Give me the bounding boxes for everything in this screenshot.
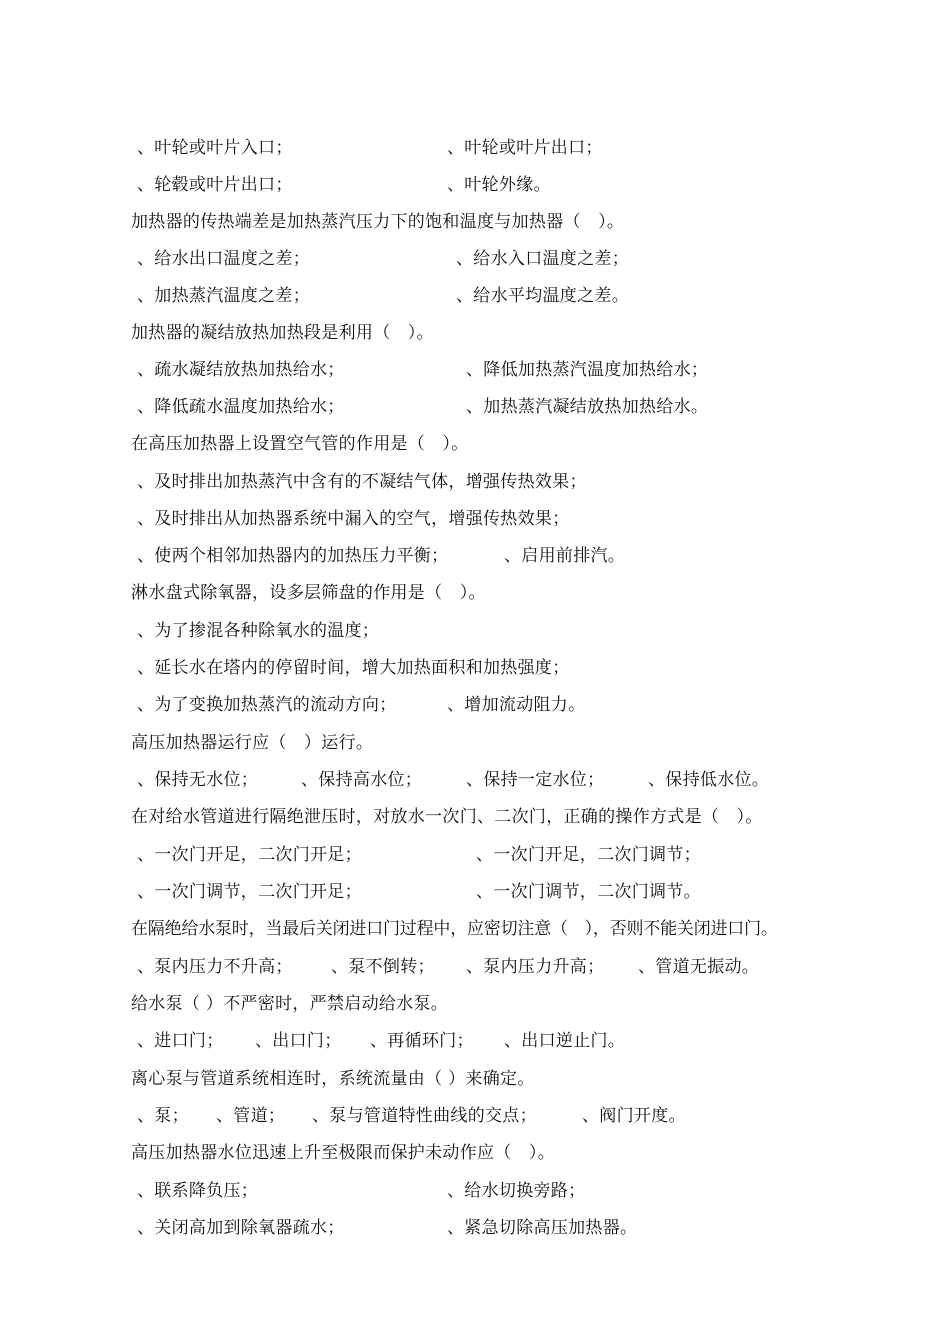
option-c: 、为了变换加热蒸汽的流动方向； xyxy=(137,695,397,715)
option-a: 、为了掺混各种除氧水的温度； xyxy=(137,621,380,641)
question-text: 在隔绝给水泵时，当最后关闭进口门过程中，应密切注意（ ），否则不能关闭进口门。 xyxy=(131,919,778,939)
option-c: 、轮毂或叶片出口； xyxy=(137,175,293,195)
question-text: 淋水盘式除氧器，设多层筛盘的作用是（ ）。 xyxy=(131,583,486,603)
option-a: 、给水出口温度之差； xyxy=(137,249,310,269)
option-d: 、叶轮外缘。 xyxy=(447,175,551,195)
option-c: 、一次门调节，二次门开足； xyxy=(137,882,362,902)
option-b: 、给水入口温度之差； xyxy=(456,249,629,269)
option-b: 、及时排出从加热器系统中漏入的空气，增强传热效果； xyxy=(137,509,570,529)
question-text: 给水泵（ ）不严密时，严禁启动给水泵。 xyxy=(131,994,449,1014)
option-a: 、进口门； xyxy=(137,1031,224,1051)
question-text: 离心泵与管道系统相连时，系统流量由（ ）来确定。 xyxy=(131,1069,535,1089)
option-a: 、叶轮或叶片入口； xyxy=(137,138,293,158)
option-b: 、叶轮或叶片出口； xyxy=(447,138,603,158)
option-b: 、泵不倒转； xyxy=(331,957,435,977)
option-d: 、管道无振动。 xyxy=(638,957,760,977)
option-a: 、一次门开足，二次门开足； xyxy=(137,845,362,865)
option-d: 、启用前排汽。 xyxy=(504,546,626,566)
option-a: 、保持无水位； xyxy=(137,770,259,790)
option-c: 、关闭高加到除氧器疏水； xyxy=(137,1218,345,1238)
option-b: 、一次门开足，二次门调节； xyxy=(476,845,701,865)
option-c: 、加热蒸汽温度之差； xyxy=(137,286,310,306)
option-b: 、给水切换旁路； xyxy=(447,1181,586,1201)
question-text: 在对给水管道进行隔绝泄压时，对放水一次门、二次门，正确的操作方式是（ ）。 xyxy=(131,807,763,827)
option-a: 、及时排出加热蒸汽中含有的不凝结气体，增强传热效果； xyxy=(137,472,587,492)
question-text: 加热器的凝结放热加热段是利用（ ）。 xyxy=(131,323,434,343)
option-d: 、阀门开度。 xyxy=(582,1106,686,1126)
option-d: 、给水平均温度之差。 xyxy=(456,286,629,306)
option-a: 、泵； xyxy=(137,1106,189,1126)
option-d: 、出口逆止门。 xyxy=(504,1031,626,1051)
option-d: 、保持低水位。 xyxy=(648,770,770,790)
option-d: 、加热蒸汽凝结放热加热给水。 xyxy=(466,397,709,417)
option-b: 、延长水在塔内的停留时间，增大加热面积和加热强度； xyxy=(137,658,570,678)
question-text: 高压加热器运行应（ ）运行。 xyxy=(131,733,374,753)
option-d: 、增加流动阻力。 xyxy=(447,695,586,715)
option-b: 、降低加热蒸汽温度加热给水； xyxy=(466,360,709,380)
option-c: 、使两个相邻加热器内的加热压力平衡； xyxy=(137,546,449,566)
option-c: 、保持一定水位； xyxy=(466,770,605,790)
question-text: 加热器的传热端差是加热蒸汽压力下的饱和温度与加热器（ ）。 xyxy=(131,212,625,232)
option-a: 、联系降负压； xyxy=(137,1181,259,1201)
question-text: 高压加热器水位迅速上升至极限而保护未动作应（ ）。 xyxy=(131,1143,555,1163)
option-b: 、保持高水位； xyxy=(301,770,423,790)
option-a: 、疏水凝结放热加热给水； xyxy=(137,360,345,380)
option-c: 、再循环门； xyxy=(370,1031,474,1051)
option-b: 、出口门； xyxy=(255,1031,342,1051)
option-c: 、降低疏水温度加热给水； xyxy=(137,397,345,417)
option-a: 、泵内压力不升高； xyxy=(137,957,293,977)
option-c: 、泵与管道特性曲线的交点； xyxy=(312,1106,537,1126)
option-d: 、紧急切除高压加热器。 xyxy=(447,1218,638,1238)
option-d: 、一次门调节，二次门调节。 xyxy=(476,882,701,902)
option-c: 、泵内压力升高； xyxy=(466,957,605,977)
question-text: 在高压加热器上设置空气管的作用是（ ）。 xyxy=(131,434,469,454)
option-b: 、管道； xyxy=(216,1106,286,1126)
